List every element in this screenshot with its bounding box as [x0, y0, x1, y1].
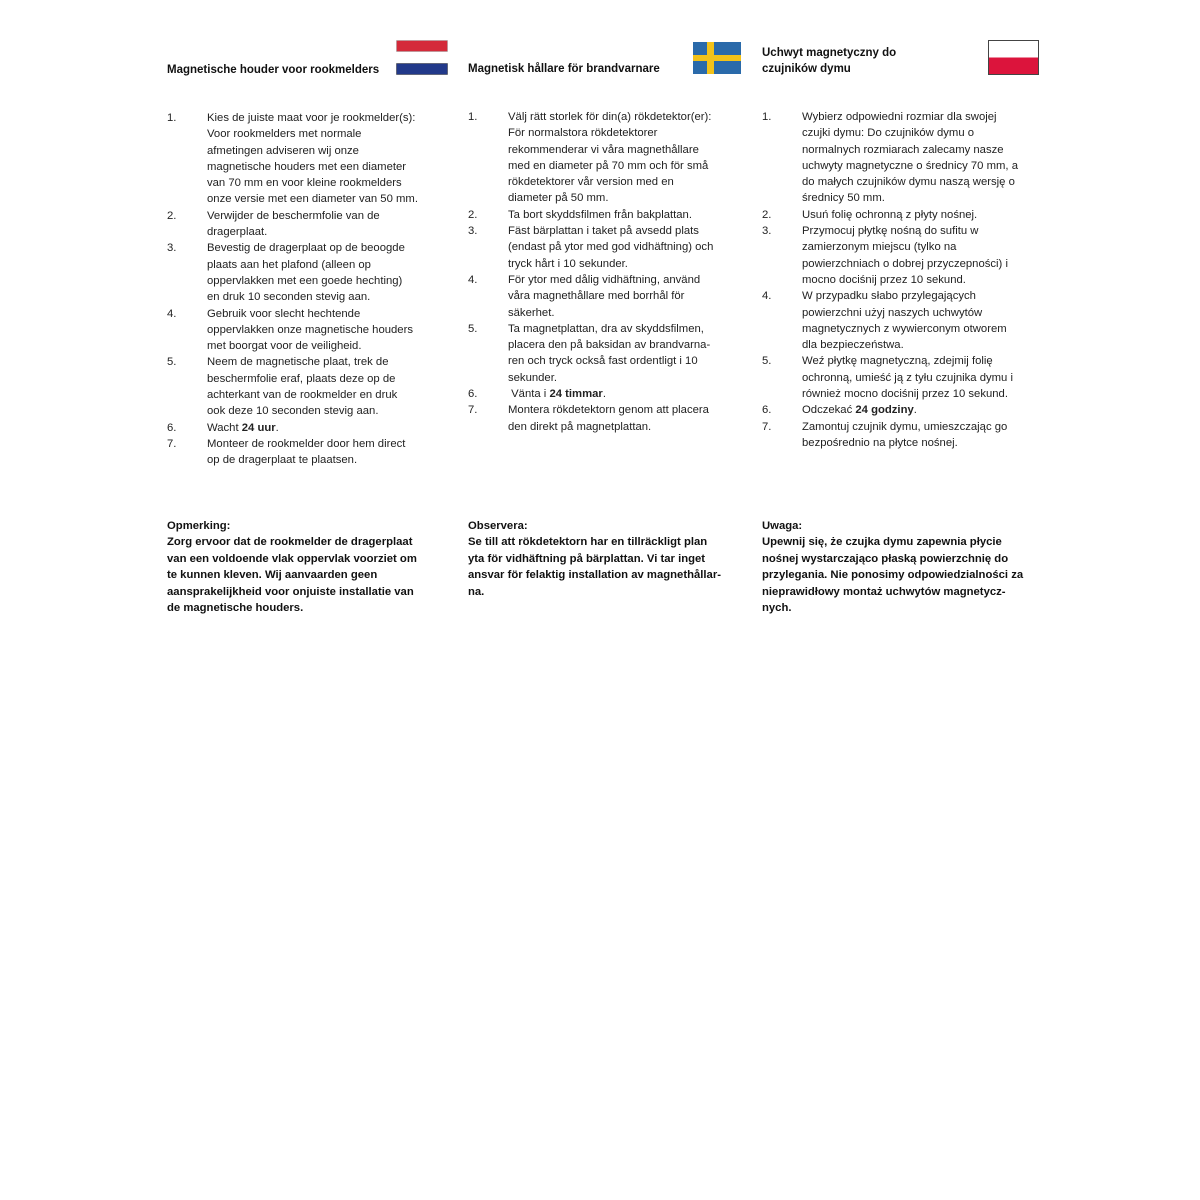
item-number: 6. — [167, 421, 177, 434]
list-item — [167, 110, 418, 208]
instruction-list — [762, 109, 1018, 451]
item-number: 3. — [468, 225, 478, 238]
item-number: 1. — [762, 111, 772, 123]
list-item — [468, 386, 713, 402]
list-item — [468, 402, 713, 435]
list-item — [762, 288, 1018, 353]
list-item — [167, 436, 418, 469]
list-item — [762, 353, 1018, 402]
item-number: 4. — [468, 273, 478, 286]
item-text: Zamontuj czujnik dymu, umieszczając go bezpośrednio na płytce nośnej. — [802, 420, 1008, 449]
note-text: Se till att rökdetektorn har en tillräckligt plan yta för vidhäftning på bärplattan. Vi tar inget ansvar för felaktig installation av magnethållar- na. — [468, 536, 721, 598]
item-text: W przypadku słabo przylegających powierzchni użyj naszych uchwytów magnetycznych z wywierconym otworem dla bezpieczeństwa. — [802, 290, 1007, 352]
item-text: Neem de magnetische plaat, trek de beschermfolie eraf, plaats deze op de achterkant van de rookmelder en druk ook deze 10 seconden stevig aan. — [207, 356, 398, 418]
list-item — [468, 109, 713, 207]
list-item — [167, 240, 418, 305]
list-item — [468, 207, 713, 223]
text-part: . — [602, 388, 606, 401]
list-item — [167, 420, 418, 436]
item-number: 5. — [762, 355, 772, 368]
note-heading: Observera: — [468, 520, 528, 532]
list-item — [167, 306, 418, 355]
item-number: 4. — [167, 307, 177, 320]
list-item — [762, 402, 1018, 418]
column-title: Magnetische houder voor rookmelders — [167, 64, 380, 76]
text-part: Vänta i — [508, 388, 550, 401]
item-text: Ta bort skyddsfilmen från bakplattan. — [508, 208, 692, 221]
sweden-flag-icon — [693, 42, 741, 74]
netherlands-flag-icon — [396, 40, 448, 75]
item-number: 7. — [762, 420, 772, 433]
item-text: Ta magnetplattan, dra av skyddsfilmen, placera den på baksidan av brandvarna- ren och tryck också fast ordentligt i 10 sekunder. — [508, 322, 711, 384]
column-title: Magnetisk hållare för brandvarnare — [468, 63, 660, 75]
list-item — [762, 109, 1018, 207]
list-item — [468, 223, 713, 272]
poland-flag-icon — [988, 40, 1039, 75]
list-item — [468, 272, 713, 321]
text-part: Odczekać — [802, 404, 856, 417]
item-text: För ytor med dålig vidhäftning, använd våra magnethållare med borrhål för säkerhet. — [508, 273, 701, 319]
instruction-list — [167, 110, 418, 469]
item-number: 7. — [167, 437, 177, 450]
list-item — [167, 208, 418, 241]
item-text: Wybierz odpowiedni rozmiar dla swojej czujki dymu: Do czujników dymu o normalnych rozmiarach zalecamy nasze uchwyty magnetyczne o średnicy 70 mm, a do małych czujników dymu naszą wersję o średnicy 50 mm. — [802, 111, 1018, 205]
item-number: 4. — [762, 290, 772, 303]
item-text: Montera rökdetektorn genom att placera den direkt på magnetplattan. — [508, 404, 709, 433]
item-text: Verwijder de beschermfolie van de dragerplaat. — [207, 209, 380, 239]
list-item — [762, 419, 1018, 452]
item-number: 7. — [468, 404, 478, 417]
item-number: 2. — [468, 208, 478, 221]
item-text — [508, 386, 606, 402]
item-number: 1. — [468, 111, 478, 123]
item-text: Przymocuj płytkę nośną do sufitu w zamierzonym miejscu (tylko na powierzchniach o dobrej przyczepności) i mocno dociśnij przez 10 sekund. — [802, 225, 1008, 286]
item-text: Bevestig de dragerplaat op de beoogde plaats aan het plafond (alleen op oppervlakken met een goede hechting) en druk 10 seconden stevig aan. — [207, 242, 405, 304]
note-text: Upewnij się, że czujka dymu zapewnia płycie nośnej wystarczająco płaską powierzchnię do przylegania. Nie ponosimy odpowiedzialności za nieprawidłowy montaż uchwytów magnetycz- nych. — [762, 536, 1024, 615]
text-part: . — [913, 404, 917, 417]
list-item — [167, 354, 418, 419]
note — [167, 518, 417, 616]
list-item — [468, 321, 713, 386]
item-number: 6. — [468, 388, 478, 401]
bold-duration: 24 timmar — [549, 388, 603, 401]
note — [762, 518, 1023, 616]
item-number: 2. — [762, 208, 772, 221]
text-part: . — [275, 421, 279, 434]
item-number: 1. — [167, 112, 177, 124]
note-text: Zorg ervoor dat de rookmelder de dragerplaat van een voldoende vlak oppervlak voorziet om te kunnen kleven. Wij aanvaarden geen aansprakelijkheid voor onjuiste installatie van de magnetische houders. — [167, 536, 417, 615]
note-heading: Opmerking: — [167, 520, 231, 532]
item-number: 3. — [167, 242, 177, 255]
item-text: Gebruik voor slecht hechtende oppervlakken onze magnetische houders met boorgat voor de veiligheid. — [207, 307, 413, 353]
note — [468, 518, 721, 600]
item-text: Kies de juiste maat voor je rookmelder(s): Voor rookmelders met normale afmetingen adviseren wij onze magnetische houders met een diameter van 70 mm en voor kleine rookmelders onze versie met een diameter van 50 mm. — [207, 112, 418, 206]
list-item — [762, 223, 1018, 288]
item-number: 6. — [762, 404, 772, 417]
item-number: 5. — [167, 356, 177, 369]
text-part: Wacht — [207, 421, 242, 434]
item-text: Välj rätt storlek för din(a) rökdetektor(er): För normalstora rökdetektorer rekommenderar vi våra magnethållare med en diameter på 70 mm och för små rökdetektorer vår version med en diameter på 50 mm. — [508, 111, 712, 205]
item-text: Fäst bärplattan i taket på avsedd plats (endast på ytor med god vidhäftning) och tryck hårt i 10 sekunder. — [508, 225, 714, 270]
bold-duration: 24 godziny — [855, 404, 914, 417]
instruction-list — [468, 109, 713, 435]
column-title: Uchwyt magnetyczny do czujników dymu — [762, 47, 897, 76]
item-number: 2. — [167, 209, 177, 222]
bold-duration: 24 uur — [241, 421, 276, 434]
item-text — [207, 420, 279, 436]
list-item — [762, 207, 1018, 223]
item-number: 5. — [468, 322, 478, 335]
item-text: Monteer de rookmelder door hem direct op de dragerplaat te plaatsen. — [207, 437, 406, 467]
note-heading: Uwaga: — [762, 520, 803, 532]
item-text: Usuń folię ochronną z płyty nośnej. — [802, 208, 978, 221]
item-text: Weź płytkę magnetyczną, zdejmij folię ochronną, umieść ją z tyłu czujnika dymu i również mocno dociśnij przez 10 sekund. — [802, 355, 1013, 401]
item-text — [802, 402, 917, 418]
item-number: 3. — [762, 225, 772, 238]
